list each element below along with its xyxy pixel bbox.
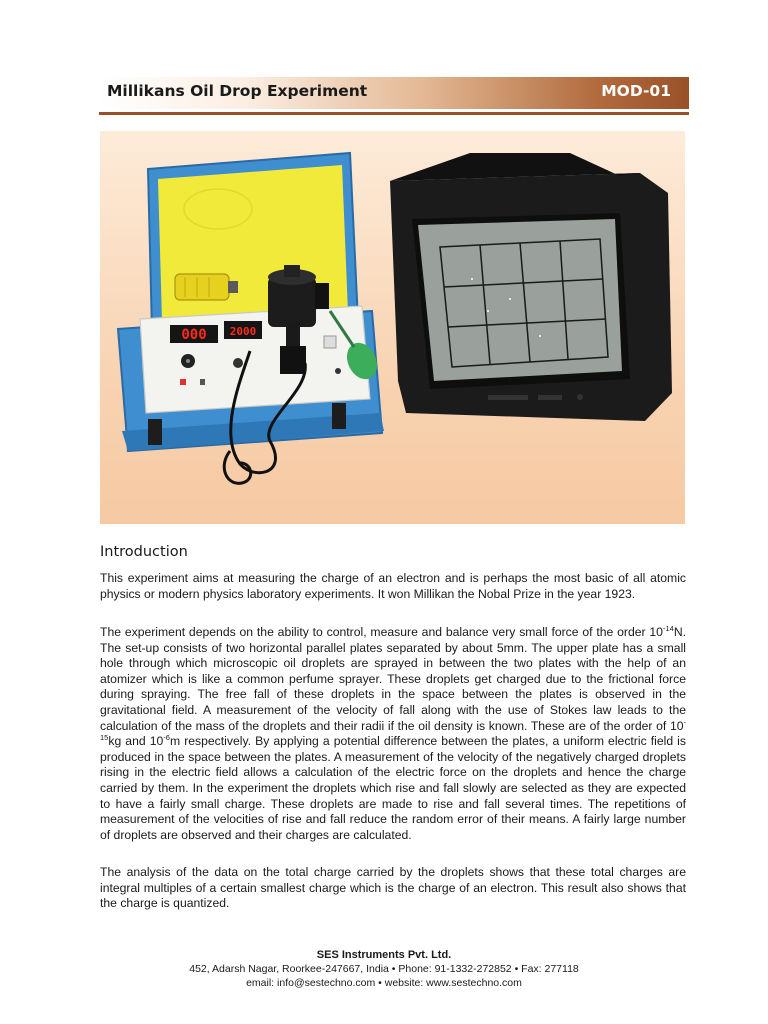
p2-exponent-1: -14 <box>662 623 674 633</box>
apparatus-illustration <box>100 131 685 524</box>
p2-text-a: The experiment depends on the ability to control, measure and balance very small force of the order 10 <box>100 625 663 639</box>
p2-text-b: N. The set-up consists of two horizontal parallel plates separated by about 5mm. The upper plate has a small hole through which microscopic oil droplets are sprayed in between the two plates with the help of an atomizer which is like a common perfume sprayer. These droplets get charged due to the frictional force during spraying. The free fall of these droplets in the space between the plates is observed in the gravitational field. A measurement of the velocity of fall along with the use of Stokes law leads to the calculation of the mass of the droplets and their radii if the oil density is known. These are of the order of 10 <box>100 625 686 733</box>
intro-paragraph-1: This experiment aims at measuring the charge of an electron and is perhaps the most basic of all atomic physics or modern physics laboratory experiments. It won Millikan the Nobal Prize in the year 1923. <box>100 571 686 601</box>
apparatus-photo <box>100 131 685 524</box>
section-heading: Introduction <box>100 544 188 560</box>
intro-paragraph-2 <box>100 625 686 843</box>
p2-text-c: kg and 10 <box>108 734 164 749</box>
header-divider <box>99 112 689 115</box>
display-left: 000 <box>181 327 207 343</box>
intro-paragraph-3: The analysis of the data on the total charge carried by the droplets shows that these total charges are integral multiples of a certain smallest charge which is the charge of an electron. This result also shows that the charge is quantized. <box>100 865 686 911</box>
control-panel <box>140 306 370 413</box>
video-monitor <box>390 153 672 421</box>
p2-text-d: m respectively. By applying a potential difference between the plates, a uniform electric field is produced in the space between the plates. A measurement of the velocity of the negatively charged droplets rising in the electric field allows a calculation of the electric force on the droplets and hence the charge carried by them. In the experiment the droplets which rise and fall slowly are selected as they are expected to have a fairly small charge. These droplets are made to rise and fall several times. The repetitions of measurement of the velocities of rise and fall reduce the random error of their means. A fairly large number of droplets are observed and their charges are calculated. <box>100 734 686 842</box>
footer-contact: email: info@sestechno.com • website: www.sestechno.com <box>246 977 522 989</box>
p2-exponent-2: -15 <box>100 717 686 743</box>
model-code: MOD-01 <box>601 82 671 100</box>
oil-bottle <box>175 274 238 300</box>
footer-address: 452, Adarsh Nagar, Roorkee-247667, India • Phone: 91-1332-272852 • Fax: 277118 <box>189 963 579 975</box>
display-right: 2000 <box>229 325 257 338</box>
document-title: Millikans Oil Drop Experiment <box>107 82 368 100</box>
p2-exponent-3: -6 <box>163 733 170 743</box>
header-bar <box>99 77 689 109</box>
footer-company: SES Instruments Pvt. Ltd. <box>316 949 452 961</box>
